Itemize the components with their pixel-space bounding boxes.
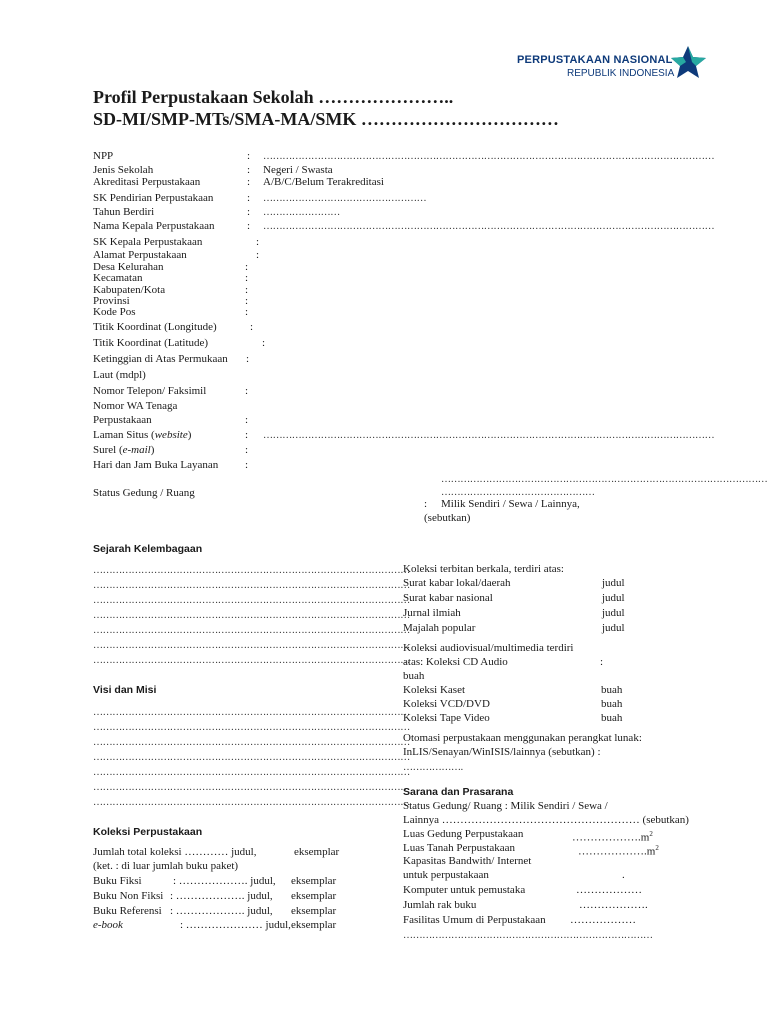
sarana-heading: Sarana dan Prasarana xyxy=(403,786,514,798)
sejarah-line[interactable]: ……………………………………………………………………………………… xyxy=(93,580,410,591)
star-logo-icon xyxy=(670,44,710,80)
buku-nonfiksi-unit: eksemplar xyxy=(291,890,337,902)
npp-field[interactable]: …………………………………………………………………………………………………………………………… xyxy=(263,151,715,162)
kecamatan-label: Kecamatan xyxy=(93,272,143,284)
surel-colon: : xyxy=(245,444,249,456)
kepala-label: Nama Kepala Perpustakaan xyxy=(93,220,215,232)
berkala-intro: Koleksi terbitan berkala, terdiri atas: xyxy=(403,563,564,575)
av-intro-3: buah xyxy=(403,670,425,682)
logo-line1: PERPUSTAKAAN NASIONAL xyxy=(517,54,673,66)
logo-line2: REPUBLIK INDONESIA xyxy=(567,68,675,79)
luas-tanah-field[interactable]: $\dots\dots\dots\dots\dots\dots.m^2$ xyxy=(578,844,659,858)
sejarah-line[interactable]: ……………………………………………………………………………………… xyxy=(93,625,410,636)
ketinggian-label: Ketinggian di Atas Permukaan xyxy=(93,353,228,365)
surel-label: Surel (e-mail) xyxy=(93,444,155,456)
sk-kepala-colon: : xyxy=(256,236,260,248)
buku-nonfiksi-field[interactable]: : ………………. judul, xyxy=(170,890,273,902)
jenis-sekolah-colon: : xyxy=(247,164,251,176)
rak-field[interactable]: ………………. xyxy=(579,899,648,911)
av-intro: Koleksi audiovisual/multimedia terdiri xyxy=(403,642,574,654)
visi-line[interactable]: ……………………………………………………………………………………… xyxy=(93,707,410,718)
visi-line[interactable]: ……………………………………………………………………………………… xyxy=(93,722,410,733)
status-gedung-value[interactable]: Milik Sendiri / Sewa / Lainnya, xyxy=(441,498,580,510)
av-row-unit: buah xyxy=(601,712,623,724)
laman-colon: : xyxy=(245,429,249,441)
alamat-label: Alamat Perpustakaan xyxy=(93,249,187,261)
latitude-colon: : xyxy=(262,337,266,349)
ket-text: (ket. : di luar jumlah buku paket) xyxy=(93,860,239,872)
npp-colon: : xyxy=(247,150,251,162)
tahun-berdiri-colon: : xyxy=(247,206,251,218)
luas-gedung-label: Luas Gedung Perpustakaan xyxy=(403,828,524,840)
kecamatan-colon: : xyxy=(245,272,249,284)
av-row-label: Koleksi Tape Video xyxy=(403,712,490,724)
visi-line[interactable]: ……………………………………………………………………………………… xyxy=(93,767,410,778)
laman-field[interactable]: …………………………………………………………………………………………………………………………… xyxy=(263,430,715,441)
berkala-row-label: Surat kabar lokal/daerah xyxy=(403,577,511,589)
wa-label-2: Perpustakaan xyxy=(93,414,152,426)
akreditasi-label: Akreditasi Perpustakaan xyxy=(93,176,201,188)
sarana-last-line[interactable]: …………………………………………………………………… xyxy=(403,930,653,941)
provinsi-label: Provinsi xyxy=(93,295,130,307)
otomasi-line2: InLIS/Senayan/WinISIS/lainnya (sebutkan) : xyxy=(403,746,601,758)
sarana-status: Status Gedung/ Ruang : Milik Sendiri / Sewa / xyxy=(403,800,608,812)
jam-colon: : xyxy=(245,459,249,471)
sarana-status-2[interactable]: Lainnya ……………………………………………… (sebutkan) xyxy=(403,814,689,826)
latitude-label: Titik Koordinat (Latitude) xyxy=(93,337,209,349)
luas-tanah-label: Luas Tanah Perpustakaan xyxy=(403,842,516,854)
jenis-sekolah-value[interactable]: Negeri / Swasta xyxy=(263,164,333,176)
visi-line[interactable]: ……………………………………………………………………………………… xyxy=(93,752,410,763)
bandwidth-dot: . xyxy=(622,869,625,881)
jumlah-total-label[interactable]: Jumlah total koleksi ………… judul, xyxy=(93,846,257,858)
status-gedung-value-2: (sebutkan) xyxy=(424,512,471,524)
berkala-row-unit: judul xyxy=(602,607,625,619)
koleksi-heading: Koleksi Perpustakaan xyxy=(93,826,203,838)
telepon-label: Nomor Telepon/ Faksimil xyxy=(93,385,207,397)
sejarah-line[interactable]: ……………………………………………………………………………………… xyxy=(93,565,410,576)
berkala-row-label: Jurnal ilmiah xyxy=(403,607,461,619)
av-row-unit: buah xyxy=(601,698,623,710)
buku-referensi-unit: eksemplar xyxy=(291,905,337,917)
provinsi-colon: : xyxy=(245,295,249,307)
npp-label: NPP xyxy=(93,150,114,162)
kabupaten-label: Kabupaten/Kota xyxy=(93,284,166,296)
page-title-line1: Profil Perpustakaan Sekolah ………………….. xyxy=(93,87,454,107)
wa-colon: : xyxy=(245,414,249,426)
sejarah-line[interactable]: ……………………………………………………………………………………… xyxy=(93,655,410,666)
berkala-row-unit: judul xyxy=(602,577,625,589)
status-gedung-colon: : xyxy=(424,498,428,510)
rak-label: Jumlah rak buku xyxy=(403,899,477,911)
jam-field-2[interactable]: ………………………………………… xyxy=(441,487,595,498)
luas-gedung-field[interactable]: $\dots\dots\dots\dots\dots\dots.m^2$ xyxy=(572,830,653,844)
sejarah-line[interactable]: ……………………………………………………………………………………… xyxy=(93,595,410,606)
bandwidth-label-2: untuk perpustakaan xyxy=(403,869,489,881)
longitude-colon: : xyxy=(250,321,254,333)
kodepos-colon: : xyxy=(245,306,249,318)
tahun-berdiri-field[interactable]: …………………… xyxy=(263,207,340,218)
buku-fiksi-unit: eksemplar xyxy=(291,875,337,887)
desa-label: Desa Kelurahan xyxy=(93,261,164,273)
sk-kepala-label: SK Kepala Perpustakaan xyxy=(93,236,203,248)
akreditasi-value[interactable]: A/B/C/Belum Terakreditasi xyxy=(263,176,384,188)
berkala-row-label: Majalah popular xyxy=(403,622,476,634)
alamat-colon: : xyxy=(256,249,260,261)
buku-fiksi-label: Buku Fiksi xyxy=(93,875,142,887)
jumlah-total-unit: eksemplar xyxy=(294,846,340,858)
jenis-sekolah-label: Jenis Sekolah xyxy=(93,164,154,176)
ebook-unit: eksemplar xyxy=(291,919,337,931)
visi-line[interactable]: ……………………………………………………………………………………… xyxy=(93,797,410,808)
berkala-row-label: Surat kabar nasional xyxy=(403,592,493,604)
desa-colon: : xyxy=(245,261,249,273)
buku-referensi-label: Buku Referensi xyxy=(93,905,162,917)
akreditasi-colon: : xyxy=(247,176,251,188)
ebook-label: e-book xyxy=(93,919,123,931)
visi-line[interactable]: ……………………………………………………………………………………… xyxy=(93,782,410,793)
berkala-row-unit: judul xyxy=(602,592,625,604)
wa-label: Nomor WA Tenaga xyxy=(93,400,178,412)
otomasi-field[interactable]: ………………. xyxy=(403,762,463,773)
sk-pendirian-colon: : xyxy=(247,192,251,204)
buku-fiksi-field[interactable]: : ………………. judul, xyxy=(173,875,276,887)
tahun-berdiri-label: Tahun Berdiri xyxy=(93,206,155,218)
av-row-label: Koleksi Kaset xyxy=(403,684,466,696)
status-gedung-label: Status Gedung / Ruang xyxy=(93,487,195,499)
laman-label: Laman Situs (website) xyxy=(93,429,192,441)
ketinggian-label-2: Laut (mdpl) xyxy=(93,369,146,381)
kepala-field[interactable]: …………………………………………………………………………………………………………………………… xyxy=(263,221,715,232)
fasilitas-label: Fasilitas Umum di Perpustakaan xyxy=(403,914,546,926)
komputer-label: Komputer untuk pemustaka xyxy=(403,884,526,896)
visi-line[interactable]: ……………………………………………………………………………………… xyxy=(93,737,410,748)
sejarah-line[interactable]: ……………………………………………………………………………………… xyxy=(93,610,410,621)
jam-label: Hari dan Jam Buka Layanan xyxy=(93,459,219,471)
av-intro-2: atas: Koleksi CD Audio xyxy=(403,656,508,668)
kepala-colon: : xyxy=(247,220,251,232)
ebook-field[interactable]: : ………………… judul, xyxy=(180,919,291,931)
av-colon: : xyxy=(600,656,604,668)
buku-referensi-field[interactable]: : ………………. judul, xyxy=(170,905,273,917)
kodepos-label: Kode Pos xyxy=(93,306,136,318)
visi-heading: Visi dan Misi xyxy=(93,684,157,696)
ketinggian-colon: : xyxy=(246,353,250,365)
sejarah-heading: Sejarah Kelembagaan xyxy=(93,543,203,555)
bandwidth-label: Kapasitas Bandwith/ Internet xyxy=(403,855,532,867)
berkala-row-unit: judul xyxy=(602,622,625,634)
komputer-field[interactable]: ……………… xyxy=(576,884,642,896)
fasilitas-field[interactable]: ……………… xyxy=(570,914,636,926)
sk-pendirian-label: SK Pendirian Perpustakaan xyxy=(93,192,214,204)
jam-field-1[interactable]: ………………………………………………………………………………………… xyxy=(441,474,768,485)
av-row-label: Koleksi VCD/DVD xyxy=(403,698,490,710)
otomasi-line1: Otomasi perpustakaan menggunakan perangkat lunak: xyxy=(403,732,642,744)
telepon-colon: : xyxy=(245,385,249,397)
sk-pendirian-field[interactable]: …………………………………………… xyxy=(263,193,427,204)
page-title-line2: SD-MI/SMP-MTs/SMA-MA/SMK …………………………… xyxy=(93,109,559,129)
sejarah-line[interactable]: ……………………………………………………………………………………… xyxy=(93,640,410,651)
av-row-unit: buah xyxy=(601,684,623,696)
buku-nonfiksi-label: Buku Non Fiksi xyxy=(93,890,164,902)
longitude-label: Titik Koordinat (Longitude) xyxy=(93,321,217,333)
kabupaten-colon: : xyxy=(245,284,249,296)
